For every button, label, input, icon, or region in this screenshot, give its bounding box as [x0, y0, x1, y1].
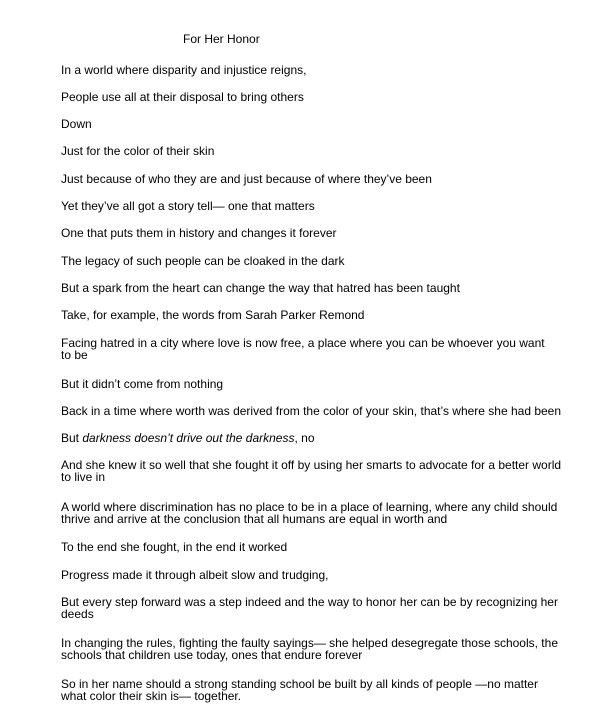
poem-title: For Her Honor: [183, 32, 260, 46]
poem-line-3: Down: [61, 117, 92, 131]
poem-line-18: Progress made it through albeit slow and trudging,: [61, 568, 329, 582]
poem-line-16: A world where discrimination has no place to be in a place of learning, where any child should thrive and arrive at the conclusion that all humans are equal in worth and: [61, 500, 558, 526]
poem-line-14-prefix: But: [61, 431, 83, 445]
poem-line-19: But every step forward was a step indeed and the way to honor her can be by recognizing her deeds: [61, 595, 558, 621]
poem-line-14-suffix: , no: [294, 431, 315, 445]
poem-line-13: Back in a time where worth was derived from the color of your skin, that’s where she had been: [61, 404, 562, 418]
poem-line-7: One that puts them in history and changes it forever: [61, 226, 337, 240]
poem-line-14-emphasis: darkness doesn’t drive out the darkness: [82, 431, 295, 445]
poem-line-2: People use all at their disposal to bring others: [61, 90, 304, 104]
poem-line-10: Take, for example, the words from Sarah Parker Remond: [61, 308, 365, 322]
poem-line-21: So in her name should a strong standing school be built by all kinds of people —no matter what color their skin is— together.: [61, 677, 538, 703]
poem-line-14: [61, 432, 561, 444]
poem-line-6: Yet they’ve all got a story tell— one that matters: [61, 199, 315, 213]
poem-line-11: Facing hatred in a city where love is now free, a place where you can be whoever you want to be: [61, 336, 545, 362]
poem-line-17: To the end she fought, in the end it worked: [61, 540, 288, 554]
poem-line-5: Just because of who they are and just because of where they’ve been: [61, 172, 432, 186]
poem-line-15: And she knew it so well that she fought it off by using her smarts to advocate for a better world to live in: [61, 458, 562, 484]
poem-line-20: In changing the rules, fighting the faulty sayings— she helped desegregate those schools, the schools that children use today, ones that endure forever: [61, 636, 558, 662]
poem-line-12: But it didn’t come from nothing: [61, 377, 224, 391]
poem-line-8: The legacy of such people can be cloaked in the dark: [61, 254, 345, 268]
poem-line-4: Just for the color of their skin: [61, 144, 215, 158]
poem-line-9: But a spark from the heart can change the way that hatred has been taught: [61, 281, 460, 295]
poem-line-1: In a world where disparity and injustice reigns,: [61, 63, 307, 77]
